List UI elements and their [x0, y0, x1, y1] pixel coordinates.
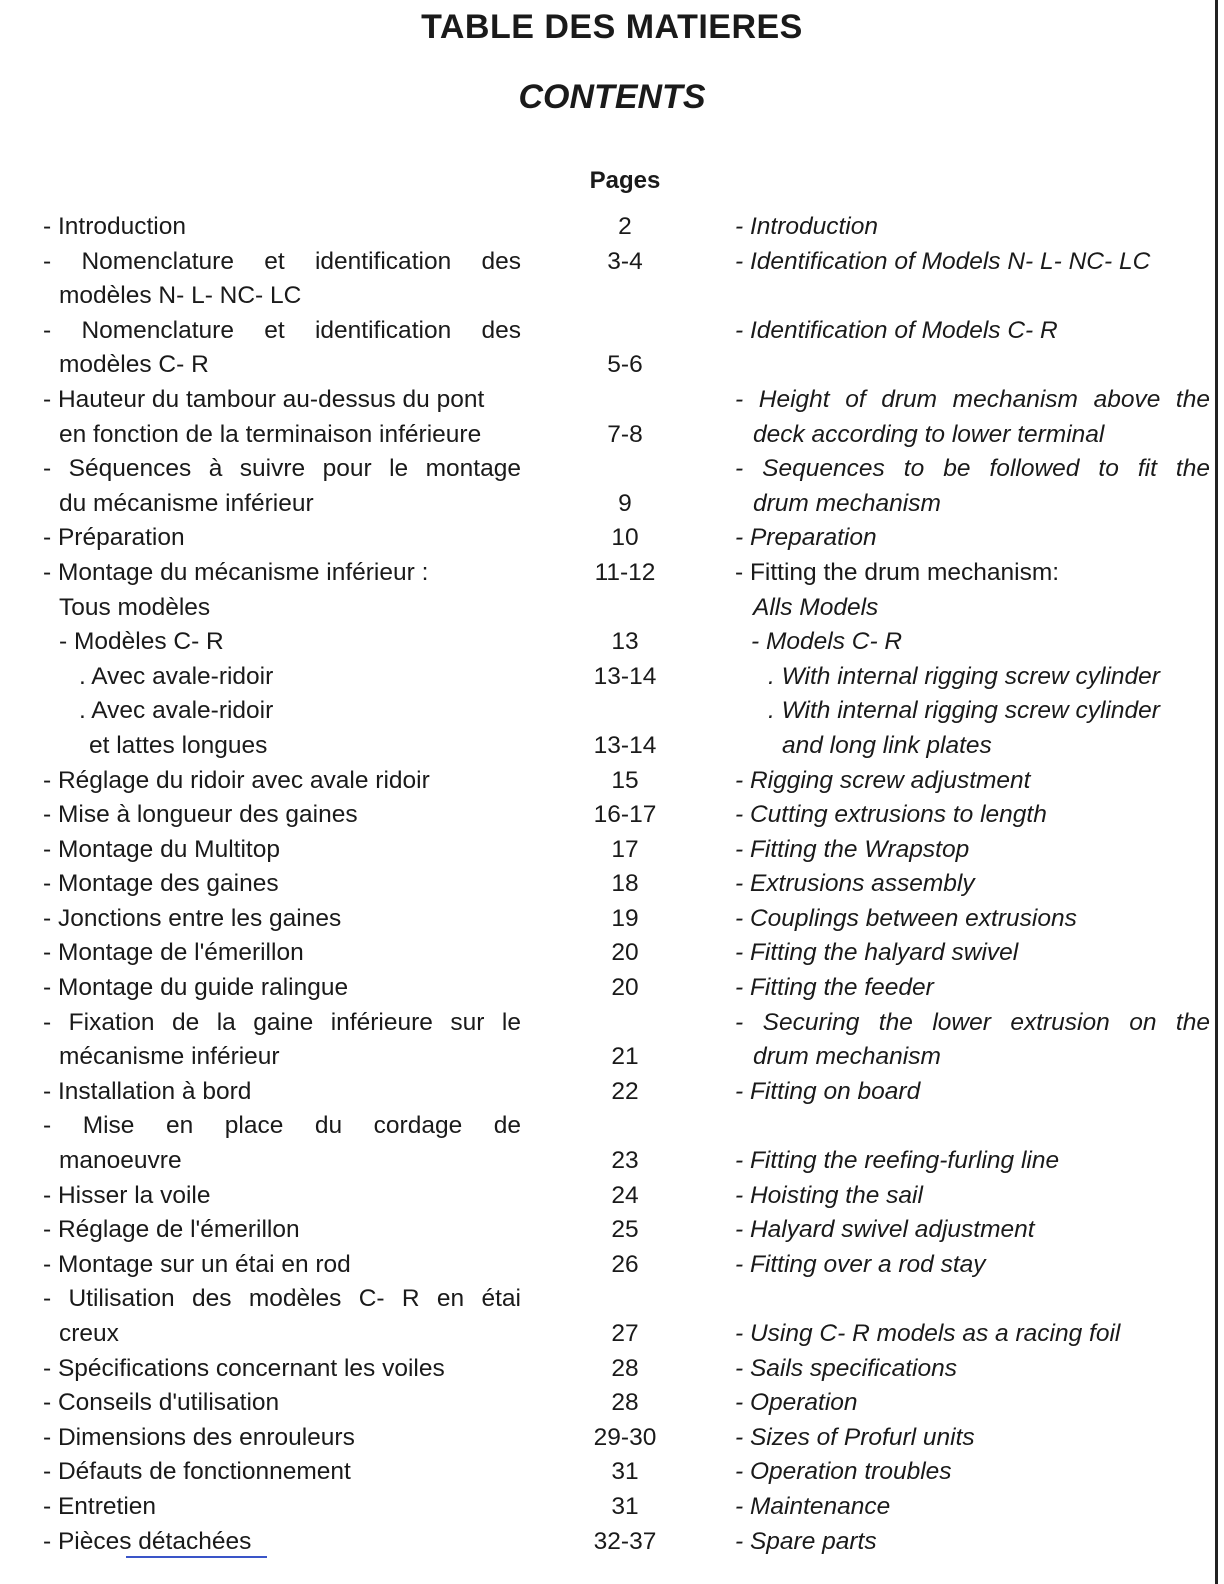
toc-line — [0, 764, 1224, 799]
toc-english-entry: - Hoisting the sail — [735, 1181, 923, 1209]
toc-english-entry: - Preparation — [735, 524, 877, 552]
toc-line — [0, 1213, 1224, 1248]
toc-line — [0, 625, 1224, 660]
toc-page-number: 31 — [611, 1458, 639, 1486]
toc-english-entry: - Using C- R models as a racing foil — [735, 1320, 1121, 1347]
toc-french-entry: - Spécifications concernant les voiles — [43, 1354, 445, 1382]
toc-line — [0, 1075, 1224, 1110]
toc-line — [0, 902, 1224, 937]
toc-english-entry: - Couplings between extrusions — [735, 904, 1077, 932]
toc-english-entry: - Introduction — [735, 213, 878, 240]
toc-french-entry: modèles N- L- NC- LC — [59, 282, 302, 310]
toc-page-number: 32-37 — [593, 1527, 657, 1555]
toc-page-number: 17 — [611, 835, 639, 863]
toc-page-number: 15 — [611, 766, 639, 794]
toc-french-entry: creux — [59, 1320, 119, 1347]
toc-english-entry: - Operation troubles — [735, 1458, 952, 1486]
toc-page-number: 2 — [618, 213, 632, 240]
toc-page-number: 16-17 — [593, 801, 657, 829]
toc-line — [0, 1144, 1224, 1179]
toc-line — [0, 1386, 1224, 1421]
toc-french-entry: - Utilisation des modèles C- R en étai — [43, 1285, 521, 1313]
toc-french-entry: en fonction de la terminaison inférieure — [59, 420, 482, 448]
toc-page-number: 28 — [611, 1389, 639, 1417]
toc-french-entry: - Montage du mécanisme inférieur : — [43, 558, 429, 586]
toc-line — [0, 694, 1224, 729]
toc-french-entry: - Hauteur du tambour au-dessus du pont — [43, 385, 485, 413]
toc-french-entry: - Montage sur un étai en rod — [43, 1250, 351, 1278]
toc-page-number: 21 — [611, 1043, 639, 1071]
toc-page-number: 11-12 — [594, 558, 656, 586]
toc-page-number: 24 — [611, 1181, 639, 1209]
toc-french-entry: - Réglage du ridoir avec avale ridoir — [43, 766, 430, 794]
toc-page-number: 20 — [611, 939, 639, 967]
toc-line — [0, 591, 1224, 626]
toc-french-entry: - Défauts de fonctionnement — [43, 1458, 351, 1486]
toc-english-entry: - Fitting the feeder — [735, 974, 934, 1002]
toc-line — [0, 1248, 1224, 1283]
toc-french-entry: - Montage des gaines — [43, 870, 279, 898]
toc-english-entry: - Maintenance — [735, 1492, 891, 1520]
toc-english-entry: - Extrusions assembly — [735, 870, 975, 898]
toc-line — [0, 452, 1224, 487]
toc-french-entry: - Entretien — [43, 1492, 157, 1520]
toc-line — [0, 1352, 1224, 1387]
toc-french-entry: - Installation à bord — [43, 1077, 252, 1105]
toc-english-entry: - Rigging screw adjustment — [735, 766, 1031, 794]
toc-page-number: 9 — [618, 489, 632, 517]
toc-english-entry: - Height of drum mechanism above the — [735, 385, 1210, 413]
toc-french-entry: - Séquences à suivre pour le montage — [43, 455, 521, 483]
toc-french-entry: - Dimensions des enrouleurs — [43, 1423, 355, 1451]
toc-french-entry: - Préparation — [43, 524, 185, 552]
toc-page-number: 5-6 — [607, 351, 643, 379]
toc-english-entry: - Fitting the drum mechanism: — [735, 558, 1060, 586]
toc-line — [0, 383, 1224, 418]
toc-line — [0, 833, 1224, 868]
page-subtitle: CONTENTS — [518, 78, 706, 116]
pages-column-header: Pages — [589, 167, 661, 194]
toc-english-entry: - Fitting the reefing-furling line — [735, 1147, 1060, 1175]
toc-french-entry: . Avec avale-ridoir — [79, 697, 274, 725]
toc-french-entry: mécanisme inférieur — [59, 1043, 280, 1071]
toc-line — [0, 1179, 1224, 1214]
toc-english-entry: - Fitting the halyard swivel — [735, 939, 1019, 967]
toc-english-entry: - Identification of Models C- R — [735, 316, 1058, 344]
toc-page-number: 18 — [611, 870, 639, 898]
toc-line — [0, 971, 1224, 1006]
toc-line — [0, 1282, 1224, 1317]
blue-underline-mark — [126, 1556, 267, 1558]
toc-page-number: 20 — [611, 974, 639, 1002]
toc-page-number: 29-30 — [593, 1423, 657, 1451]
toc-english-entry: - Securing the lower extrusion on the — [735, 1008, 1210, 1036]
toc-english-entry: - Halyard swivel adjustment — [735, 1216, 1035, 1244]
toc-line — [0, 1109, 1224, 1144]
toc-english-entry: . With internal rigging screw cylinder — [768, 697, 1160, 725]
toc-page-number: 19 — [611, 904, 639, 932]
toc-french-entry: - Réglage de l'émerillon — [43, 1216, 300, 1244]
toc-line — [0, 729, 1224, 764]
toc-line — [0, 660, 1224, 695]
toc-page-number: 22 — [611, 1077, 639, 1105]
toc-line — [0, 279, 1224, 314]
toc-french-entry: - Introduction — [43, 213, 186, 240]
toc-line — [0, 210, 1224, 245]
toc-line — [0, 1455, 1224, 1490]
toc-line — [0, 798, 1224, 833]
toc-english-entry: - Sequences to be followed to fit the — [735, 455, 1210, 483]
toc-french-entry: - Montage du Multitop — [43, 835, 280, 863]
toc-line — [0, 1006, 1224, 1041]
toc-page-number: 25 — [611, 1216, 639, 1244]
toc-french-entry: - Montage du guide ralingue — [43, 974, 349, 1002]
toc-french-entry: - Montage de l'émerillon — [43, 939, 304, 967]
toc-french-entry: - Mise en place du cordage de — [43, 1112, 521, 1140]
toc-english-entry: - Fitting on board — [735, 1077, 921, 1105]
toc-page-number: 31 — [611, 1492, 639, 1520]
toc-english-entry: - Cutting extrusions to length — [735, 801, 1047, 829]
toc-line — [0, 418, 1224, 453]
toc-line — [0, 1317, 1224, 1352]
toc-english-entry: - Fitting over a rod stay — [735, 1250, 986, 1278]
toc-line — [0, 556, 1224, 591]
toc-french-entry: - Mise à longueur des gaines — [43, 801, 358, 829]
toc-english-entry: deck according to lower terminal — [753, 420, 1105, 448]
toc-english-entry: - Identification of Models N- L- NC- LC — [735, 247, 1151, 275]
toc-french-entry: - Nomenclature et identification des — [43, 316, 521, 344]
toc-english-entry: and long link plates — [782, 731, 992, 759]
toc-line — [0, 245, 1224, 280]
toc-french-entry: - Pièces détachées — [43, 1527, 252, 1555]
toc-line — [0, 314, 1224, 349]
toc-line — [0, 521, 1224, 556]
toc-english-entry: - Sails specifications — [735, 1354, 957, 1382]
toc-english-entry: - Fitting the Wrapstop — [735, 835, 970, 863]
toc-line — [0, 936, 1224, 971]
page-title: TABLE DES MATIERES — [421, 8, 803, 46]
toc-french-entry: manoeuvre — [59, 1147, 182, 1175]
toc-english-entry: - Spare parts — [735, 1527, 877, 1555]
toc-page-number: 10 — [611, 524, 639, 552]
toc-french-entry: et lattes longues — [89, 731, 268, 759]
toc-french-entry: modèles C- R — [59, 351, 209, 379]
toc-english-entry: - Models C- R — [751, 628, 903, 656]
toc-page-number: 27 — [611, 1320, 639, 1347]
toc-french-entry: . Avec avale-ridoir — [79, 662, 274, 690]
toc-french-entry: - Conseils d'utilisation — [43, 1389, 280, 1417]
toc-line — [0, 1490, 1224, 1525]
toc-english-entry: - Sizes of Profurl units — [735, 1423, 975, 1451]
toc-page-number: 3-4 — [607, 247, 643, 275]
toc-french-entry: - Fixation de la gaine inférieure sur le — [43, 1008, 521, 1036]
toc-french-entry: - Modèles C- R — [59, 628, 224, 656]
toc-french-entry: - Jonctions entre les gaines — [43, 904, 342, 932]
toc-english-entry: Alls Models — [753, 593, 879, 621]
toc-page-number: 28 — [611, 1354, 639, 1382]
toc-french-entry: Tous modèles — [59, 593, 211, 621]
toc-line — [0, 348, 1224, 383]
toc-english-entry: drum mechanism — [753, 489, 941, 517]
toc-page-number: 13-14 — [593, 662, 657, 690]
table-of-contents — [0, 210, 1224, 1559]
toc-line — [0, 1421, 1224, 1456]
toc-page-number: 23 — [611, 1147, 639, 1175]
toc-line — [0, 867, 1224, 902]
toc-french-entry: du mécanisme inférieur — [59, 489, 314, 517]
toc-line — [0, 487, 1224, 522]
toc-english-entry: - Operation — [735, 1389, 858, 1417]
toc-page-number: 7-8 — [607, 420, 643, 448]
toc-line — [0, 1040, 1224, 1075]
toc-french-entry: - Hisser la voile — [43, 1181, 211, 1209]
toc-page-number: 13-14 — [593, 731, 657, 759]
toc-english-entry: . With internal rigging screw cylinder — [768, 662, 1160, 690]
toc-french-entry: - Nomenclature et identification des — [43, 247, 521, 275]
toc-english-entry: drum mechanism — [753, 1043, 941, 1071]
toc-line — [0, 1525, 1224, 1560]
toc-page-number: 26 — [611, 1250, 639, 1278]
toc-page-number: 13 — [611, 628, 639, 656]
